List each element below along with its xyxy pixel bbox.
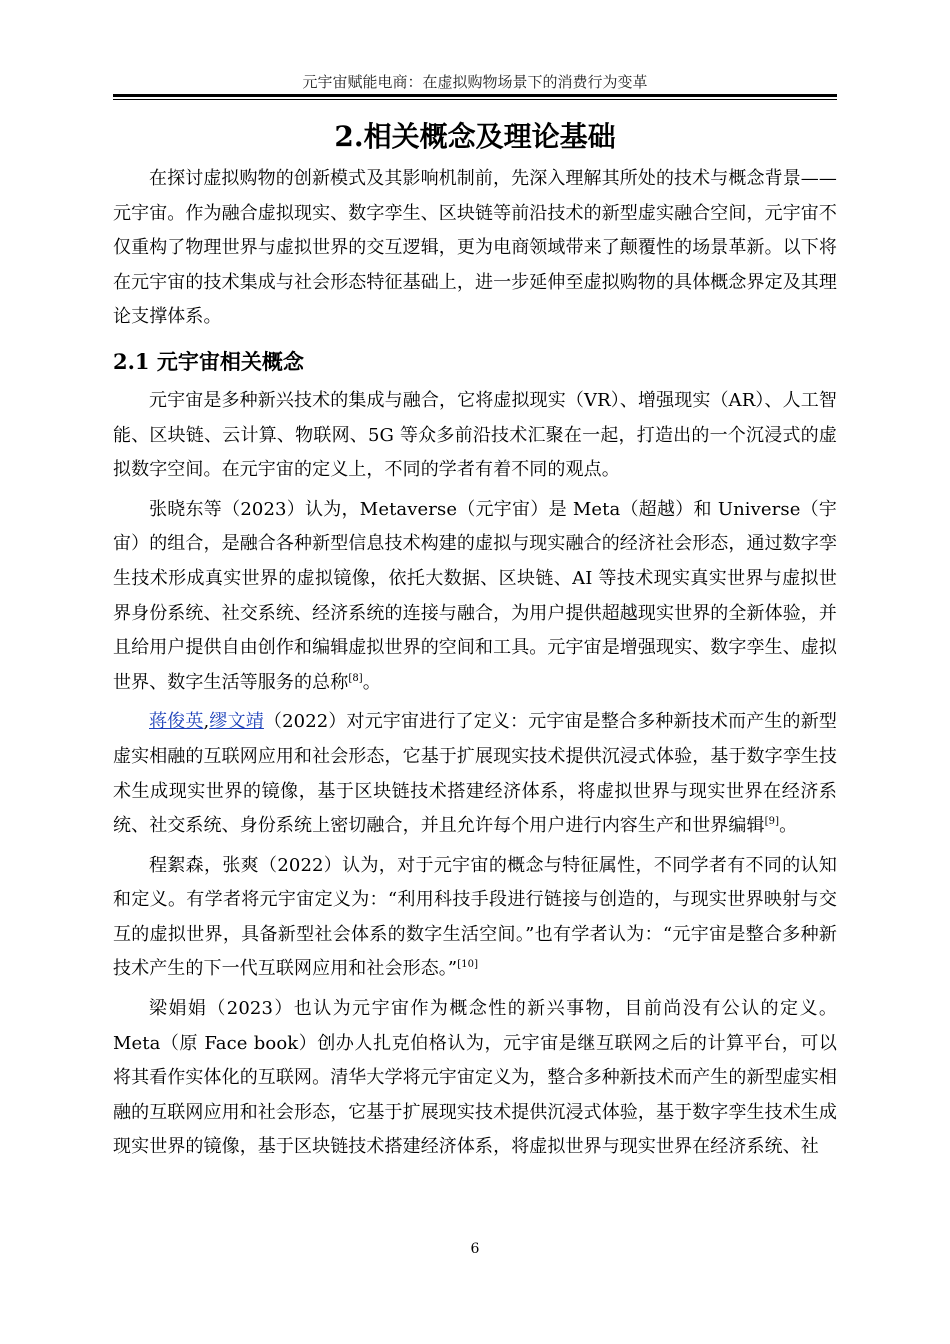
paragraph-end: 。 <box>362 671 381 693</box>
paragraph-text: 张晓东等（2023）认为，Metaverse（元宇宙）是 Meta（超越）和 Universe（宇宙）的组合，是融合各种新型信息技术构建的虚拟与现实融合的经济社会形态，通过数字孪生技术形成真实世界的虚拟镜像，依托大数据、区块链、AI 等技术现实真实世界与虚拟世界身份系统、社交系统、经济系统的连接与融合，为用户提供超越现实世界的全新体验，并且给用户提供自由创作和编辑虚拟世界的空间和工具。元宇宙是增强现实、数字孪生、虚拟世界、数字生活等服务的总称 <box>113 498 837 693</box>
citation-8[interactable]: [8] <box>348 672 363 684</box>
paragraph-end: 。 <box>779 815 798 837</box>
chapter-title: 2.相关概念及理论基础 <box>334 120 616 153</box>
paragraph-text: 程絮森，张爽（2022）认为，对于元宇宙的概念与特征属性，不同学者有不同的认知和定义。有学者将元宇宙定义为：“利用科技手段进行链接与创造的，与现实世界映射与交互的虚拟世界，具备新型社会体系的数字生活空间。”也有学者认为：“元宇宙是整合多种新技术产生的下一代互联网应用和社会形态。” <box>113 854 837 980</box>
author-link-jiang-junying[interactable]: 蒋俊英 <box>149 711 204 733</box>
section-title: 2.1 元宇宙相关概念 <box>113 348 304 374</box>
running-header: 元宇宙赋能电商：在虚拟购物场景下的消费行为变革 <box>302 73 648 91</box>
author-separator: , <box>203 711 210 733</box>
paragraph-cheng-xusen <box>113 849 837 987</box>
paragraph-liang-juanjuan: 梁娟娟（2023）也认为元宇宙作为概念性的新兴事物，目前尚没有公认的定义。Meta（原 Face book）创办人扎克伯格认为，元宇宙是继互联网之后的计算平台，可以将其看作实体化的互联网。清华大学将元宇宙定义为，整合多种新技术而产生的新型虚实相融的互联网应用和社会形态，它基于扩展现实技术提供沉浸式体验，基于数字孪生技术生成现实世界的镜像，基于区块链技术搭建经济体系，将虚拟世界与现实世界在经济系统、社 <box>113 998 837 1158</box>
paragraph-zhang-xiaodong <box>113 493 837 701</box>
page-number: 6 <box>470 1241 480 1257</box>
paragraph-text: （2022）对元宇宙进行了定义：元宇宙是整合多种新技术而产生的新型虚实相融的互联网应用和社会形态，它基于扩展现实技术提供沉浸式体验，基于数字孪生技术生成现实世界的镜像，基于区块链技术搭建经济体系，将虚拟世界与现实世界在经济系统、社交系统、身份系统上密切融合，并且允许每个用户进行内容生产和世界编辑 <box>113 711 837 837</box>
citation-9[interactable]: [9] <box>764 816 780 828</box>
page-body <box>113 112 837 1170</box>
citation-10[interactable]: [10] <box>457 959 479 971</box>
header-rule-thick <box>113 94 837 97</box>
author-link-miao-wenjing[interactable]: 缪文靖 <box>209 711 264 733</box>
paragraph-jiang-junying <box>113 705 837 843</box>
chapter-intro-paragraph: 在探讨虚拟购物的创新模式及其影响机制前，先深入理解其所处的技术与概念背景—— 元宇宙。作为融合虚拟现实、数字孪生、区块链等前沿技术的新型虚实融合空间，元宇宙不仅重构了物理世界与虚拟世界的交互逻辑，更为电商领域带来了颠覆性的场景革新。以下将在元宇宙的技术集成与社会形态特征基础上，进一步延伸至虚拟购物的具体概念界定及其理论支撑体系。 <box>113 168 837 328</box>
header-rule-thin <box>113 99 837 100</box>
paragraph-metaverse-overview: 元宇宙是多种新兴技术的集成与融合，它将虚拟现实（VR）、增强现实（AR）、人工智能、区块链、云计算、物联网、5G 等众多前沿技术汇聚在一起，打造出的一个沉浸式的虚拟数字空间。在元宇宙的定义上，不同的学者有着不同的观点。 <box>113 389 837 481</box>
